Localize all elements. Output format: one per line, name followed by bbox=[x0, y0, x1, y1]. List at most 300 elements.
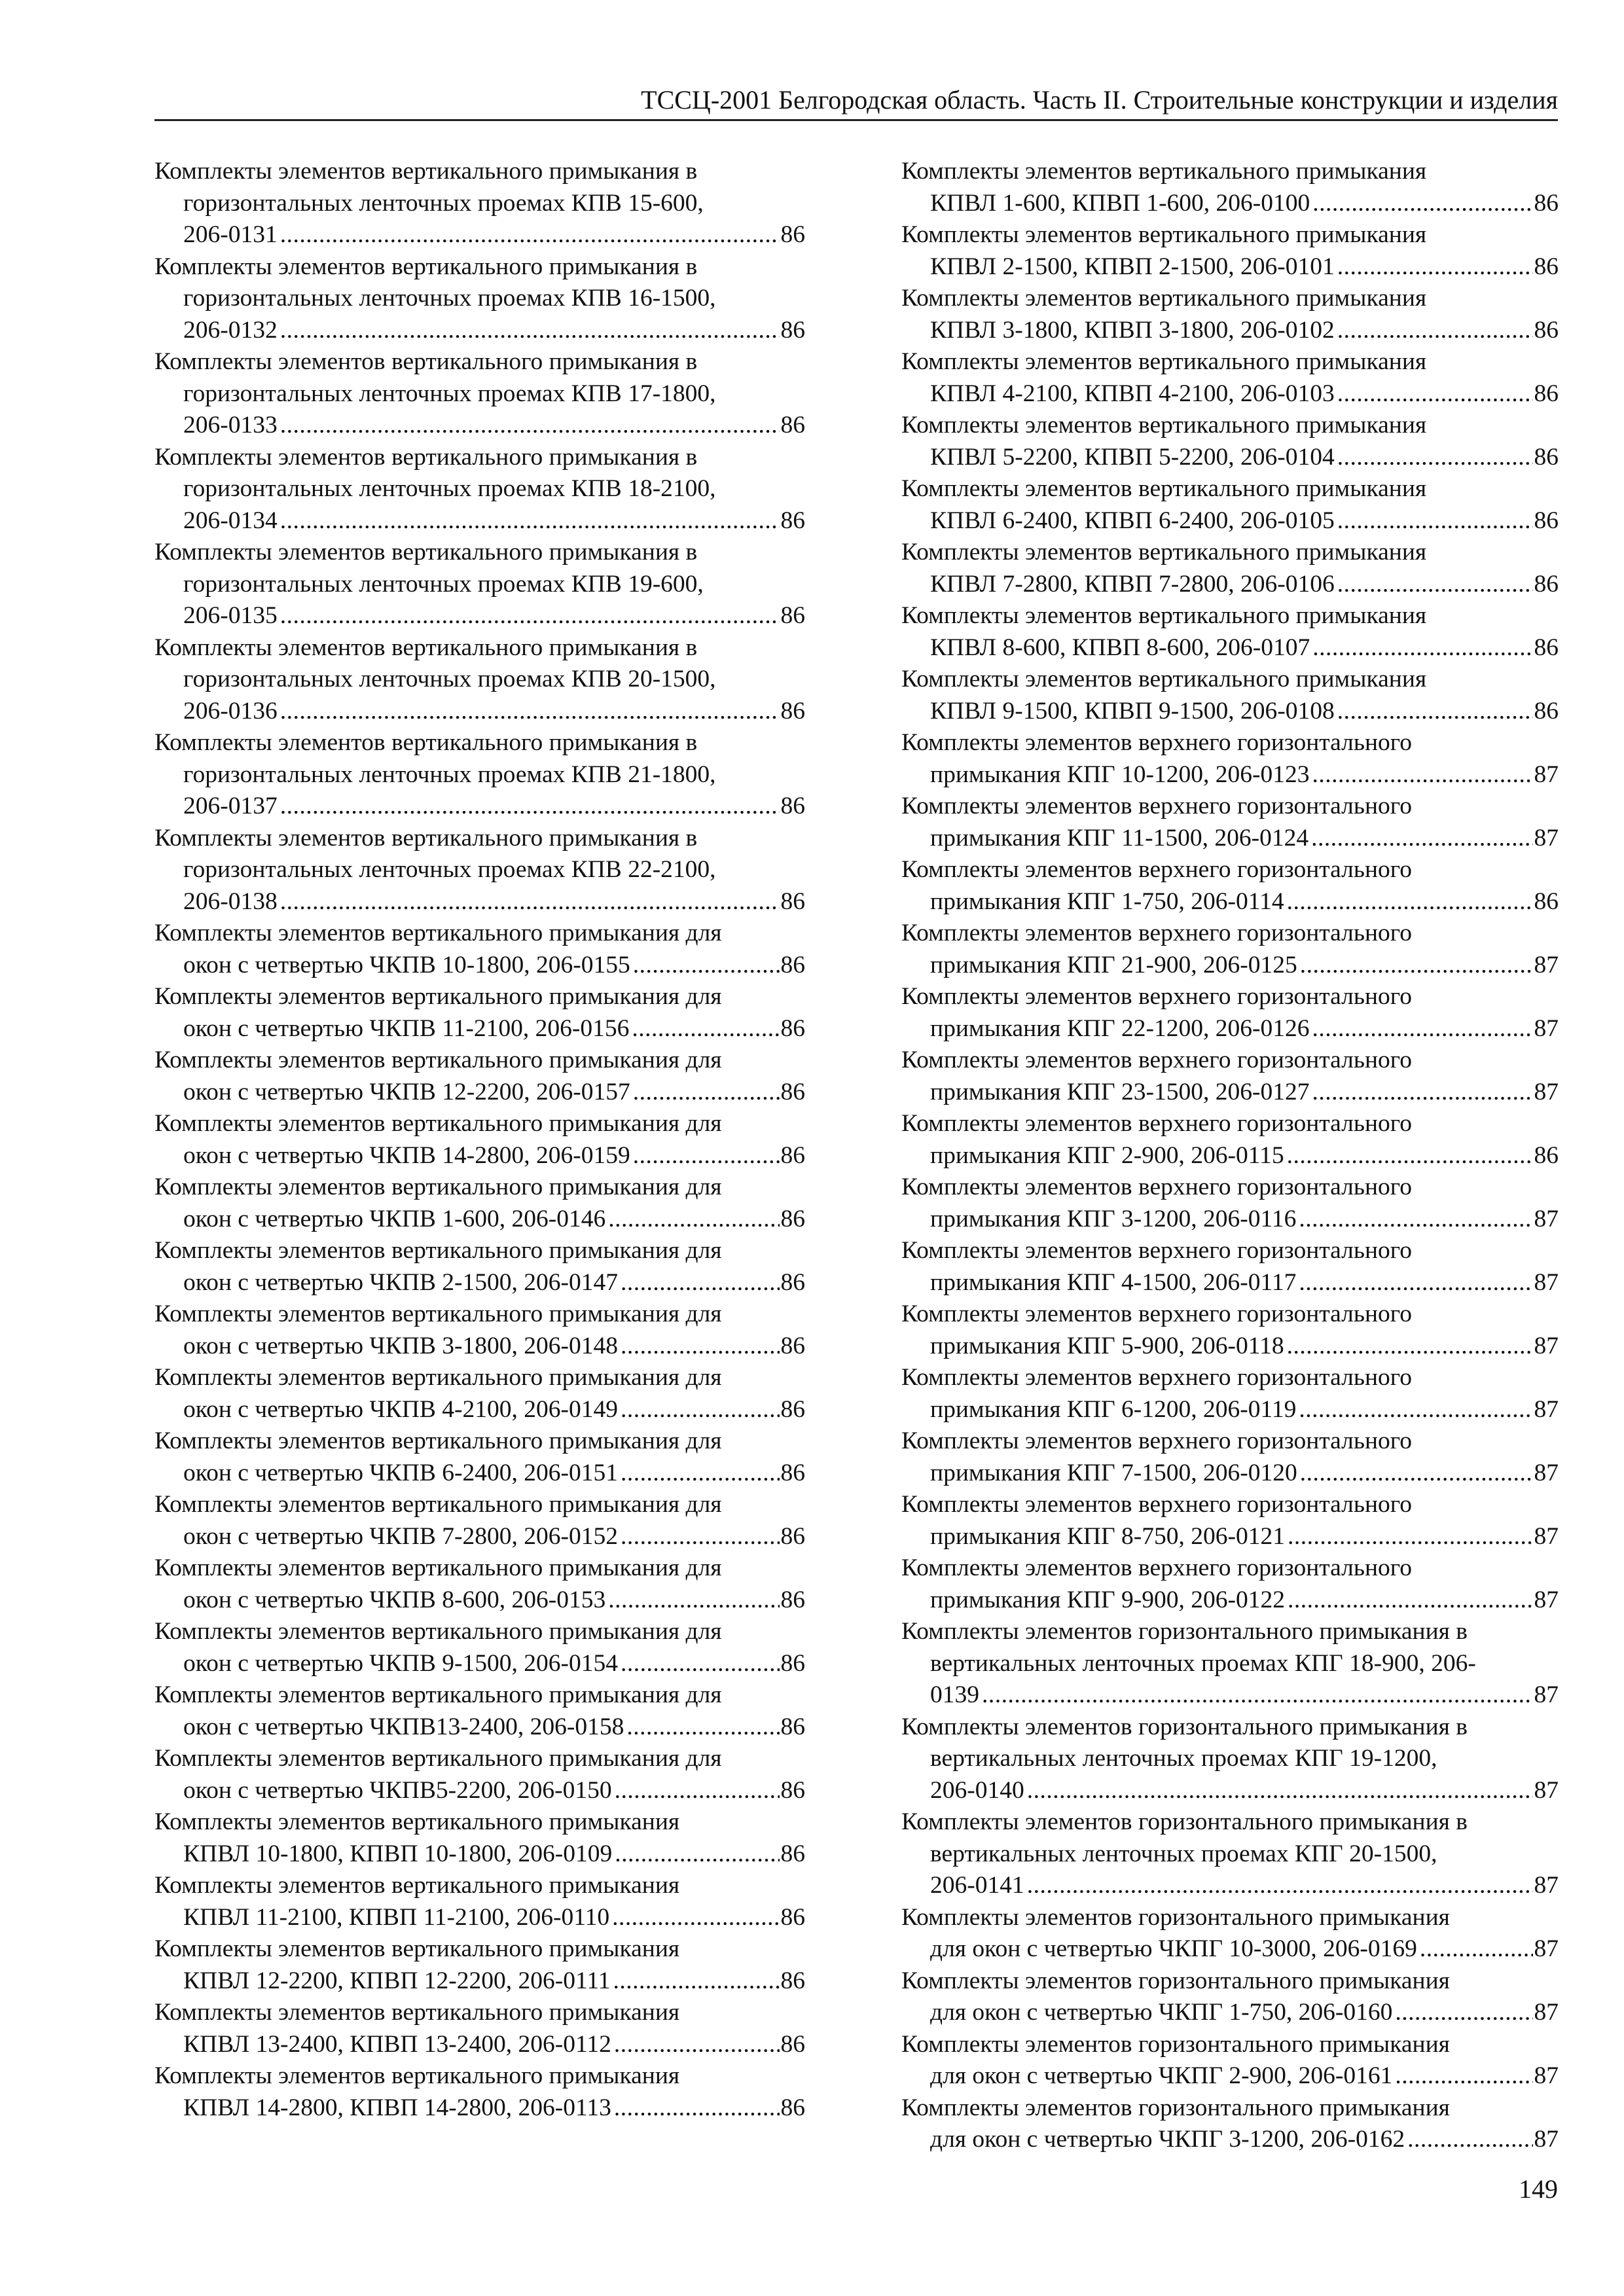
index-entry bbox=[901, 918, 1559, 981]
dot-leader bbox=[614, 2092, 780, 2125]
index-entry bbox=[154, 1552, 805, 1616]
entry-page-number: 86 bbox=[780, 221, 805, 248]
index-entry bbox=[901, 1616, 1559, 1712]
entry-last-line bbox=[154, 886, 805, 918]
entry-line: Комплекты элементов вертикального примыкания bbox=[901, 285, 1427, 312]
entry-text: примыкания КПГ 3-1200, 206-0116 bbox=[930, 1205, 1297, 1232]
index-entry bbox=[901, 854, 1559, 918]
entry-text: для окон с четвертью ЧКПГ 10-3000, 206-0169 bbox=[930, 1935, 1417, 1962]
entry-page-number: 86 bbox=[1534, 697, 1559, 725]
entry-line: Комплекты элементов вертикального примыкания в bbox=[154, 158, 698, 185]
entry-text: 206-0135 bbox=[183, 602, 278, 629]
entry-line: Комплекты элементов вертикального примыкания в bbox=[154, 539, 698, 565]
dot-leader bbox=[1420, 1933, 1533, 1965]
index-entry bbox=[154, 346, 805, 442]
entry-text: окон с четвертью ЧКПВ 3-1800, 206-0148 bbox=[183, 1332, 619, 1359]
dot-leader bbox=[1299, 1204, 1532, 1236]
entry-page-number: 86 bbox=[780, 1459, 805, 1486]
entry-line: Комплекты элементов вертикального примыкания bbox=[154, 1999, 680, 2026]
entry-line: Комплекты элементов вертикального примыкания bbox=[901, 221, 1427, 248]
entry-page-number: 87 bbox=[1534, 1078, 1559, 1105]
entry-page-number: 87 bbox=[1534, 1776, 1559, 1804]
entry-text: примыкания КПГ 9-900, 206-0122 bbox=[930, 1586, 1285, 1613]
entry-line: Комплекты элементов горизонтального примыкания в bbox=[901, 1713, 1468, 1740]
index-entry bbox=[901, 346, 1559, 410]
index-entry bbox=[154, 156, 805, 251]
entry-last-line bbox=[901, 505, 1559, 537]
entry-line: Комплекты элементов вертикального примыкания bbox=[154, 1935, 680, 1962]
dot-leader bbox=[1337, 505, 1533, 537]
entry-text: окон с четвертью ЧКПВ5-2200, 206-0150 bbox=[183, 1776, 612, 1804]
entry-line: Комплекты элементов горизонтального примыкания в bbox=[901, 1808, 1468, 1835]
entry-text: примыкания КПГ 5-900, 206-0118 bbox=[930, 1332, 1284, 1359]
index-entry bbox=[901, 410, 1559, 473]
entry-last-line bbox=[154, 950, 805, 982]
entry-page-number: 86 bbox=[780, 951, 805, 978]
dot-leader bbox=[1287, 1331, 1533, 1363]
dot-leader bbox=[1288, 1521, 1533, 1553]
entry-text: примыкания КПГ 21-900, 206-0125 bbox=[930, 951, 1297, 978]
entry-line: горизонтальных ленточных проемах КПВ 16-1500, bbox=[183, 285, 716, 312]
entry-line: Комплекты элементов верхнего горизонтального bbox=[901, 1237, 1412, 1264]
entry-page-number: 86 bbox=[780, 1078, 805, 1105]
entry-line: Комплекты элементов вертикального примыкания для bbox=[154, 1745, 722, 1772]
entry-line: Комплекты элементов вертикального примыкания в bbox=[154, 253, 698, 280]
entry-page-number: 86 bbox=[780, 1586, 805, 1613]
index-entry bbox=[154, 1235, 805, 1299]
entry-last-line bbox=[154, 1458, 805, 1490]
entry-line: Комплекты элементов вертикального примыкания для bbox=[154, 1174, 722, 1200]
entry-line: Комплекты элементов вертикального примыкания для bbox=[154, 1427, 722, 1454]
entry-last-line bbox=[901, 2060, 1559, 2092]
entry-line: Комплекты элементов верхнего горизонтального bbox=[901, 1047, 1412, 1073]
entry-last-line bbox=[154, 1965, 805, 1998]
entry-line: Комплекты элементов верхнего горизонтального bbox=[901, 1554, 1412, 1581]
entry-text: окон с четвертью ЧКПВ 12-2200, 206-0157 bbox=[183, 1078, 630, 1105]
entry-last-line bbox=[154, 1839, 805, 1871]
entry-page-number: 87 bbox=[1534, 1522, 1559, 1550]
entry-line: Комплекты элементов вертикального примыкания bbox=[901, 602, 1427, 629]
entry-page-number: 86 bbox=[1534, 316, 1559, 344]
entry-line: Комплекты элементов вертикального примыкания для bbox=[154, 1047, 722, 1073]
entry-page-number: 86 bbox=[780, 2094, 805, 2121]
entry-line: Комплекты элементов вертикального примыкания bbox=[154, 1872, 680, 1899]
entry-last-line bbox=[154, 315, 805, 347]
entry-line: горизонтальных ленточных проемах КПВ 19-600, bbox=[183, 570, 704, 598]
entry-page-number: 86 bbox=[1534, 253, 1559, 280]
entry-last-line bbox=[154, 410, 805, 442]
index-entry bbox=[154, 632, 805, 728]
entry-last-line bbox=[154, 1902, 805, 1934]
index-entry bbox=[901, 156, 1559, 219]
entry-line: Комплекты элементов горизонтального примыкания bbox=[901, 1967, 1450, 1994]
index-entry bbox=[901, 1489, 1559, 1552]
entry-text: 206-0134 bbox=[183, 507, 278, 534]
entry-last-line bbox=[154, 1204, 805, 1236]
entry-text: окон с четвертью ЧКПВ 9-1500, 206-0154 bbox=[183, 1649, 619, 1677]
entry-line: Комплекты элементов вертикального примыкания bbox=[901, 539, 1427, 565]
entry-page-number: 87 bbox=[1534, 951, 1559, 978]
entry-page-number: 86 bbox=[780, 602, 805, 629]
index-entry bbox=[154, 2060, 805, 2124]
entry-text: окон с четвертью ЧКПВ 2-1500, 206-0147 bbox=[183, 1268, 619, 1296]
entry-last-line bbox=[901, 1013, 1559, 1045]
entry-last-line bbox=[901, 2124, 1559, 2156]
index-entry bbox=[901, 2092, 1559, 2156]
entry-text: примыкания КПГ 1-750, 206-0114 bbox=[930, 888, 1284, 915]
entry-page-number: 86 bbox=[1534, 380, 1559, 407]
entry-page-number: 86 bbox=[780, 793, 805, 819]
entry-text: 206-0137 bbox=[183, 793, 278, 819]
entry-last-line bbox=[901, 1458, 1559, 1490]
index-entry bbox=[154, 1933, 805, 1997]
index-entry bbox=[901, 1902, 1559, 1965]
entry-text: КПВЛ 2-1500, КПВП 2-1500, 206-0101 bbox=[930, 253, 1335, 280]
entry-line: горизонтальных ленточных проемах КПВ 21-1800, bbox=[183, 761, 716, 788]
page-number: 149 bbox=[1519, 2174, 1558, 2204]
entry-line: Комплекты элементов вертикального примыкания для bbox=[154, 1300, 722, 1327]
dot-leader bbox=[1299, 1267, 1532, 1299]
entry-text: примыкания КПГ 4-1500, 206-0117 bbox=[930, 1268, 1297, 1296]
entry-text: КПВЛ 6-2400, КПВП 6-2400, 206-0105 bbox=[930, 507, 1335, 534]
entry-line: Комплекты элементов горизонтального примыкания bbox=[901, 2030, 1450, 2058]
index-entry bbox=[154, 1426, 805, 1489]
dot-leader bbox=[280, 600, 780, 632]
index-entry bbox=[154, 442, 805, 537]
entry-page-number: 86 bbox=[1534, 507, 1559, 534]
entry-last-line bbox=[901, 696, 1559, 728]
entry-line: Комплекты элементов верхнего горизонтального bbox=[901, 1174, 1412, 1200]
entry-page-number: 86 bbox=[1534, 634, 1559, 661]
entry-text: примыкания КПГ 23-1500, 206-0127 bbox=[930, 1078, 1310, 1105]
entry-page-number: 86 bbox=[780, 507, 805, 534]
entry-last-line bbox=[901, 759, 1559, 791]
entry-last-line bbox=[154, 791, 805, 823]
entry-last-line bbox=[901, 442, 1559, 474]
dot-leader bbox=[633, 1077, 780, 1109]
dot-leader bbox=[621, 1458, 779, 1490]
dot-leader bbox=[280, 505, 780, 537]
entry-text: для окон с четвертью ЧКПГ 2-900, 206-0161 bbox=[930, 2062, 1393, 2089]
entry-last-line bbox=[154, 1775, 805, 1807]
entry-last-line bbox=[154, 2029, 805, 2061]
entry-last-line bbox=[901, 1140, 1559, 1172]
entry-text: 0139 bbox=[930, 1681, 979, 1708]
entry-last-line bbox=[154, 1331, 805, 1363]
entry-last-line bbox=[901, 251, 1559, 283]
dot-leader bbox=[615, 1839, 779, 1871]
entry-text: КПВЛ 3-1800, КПВП 3-1800, 206-0102 bbox=[930, 316, 1335, 344]
entry-page-number: 86 bbox=[780, 1395, 805, 1423]
entry-text: примыкания КПГ 6-1200, 206-0119 bbox=[930, 1395, 1297, 1423]
entry-line: Комплекты элементов вертикального примыкания для bbox=[154, 920, 722, 946]
entry-line: горизонтальных ленточных проемах КПВ 17-1800, bbox=[183, 380, 716, 407]
entry-line: вертикальных ленточных проемах КПГ 20-1500, bbox=[930, 1840, 1437, 1867]
entry-line: Комплекты элементов вертикального примыкания для bbox=[154, 1618, 722, 1645]
dot-leader bbox=[615, 1775, 780, 1807]
entry-last-line bbox=[154, 1013, 805, 1045]
entry-line: Комплекты элементов верхнего горизонтального bbox=[901, 1491, 1412, 1518]
entry-last-line bbox=[154, 1140, 805, 1172]
entry-text: 206-0138 bbox=[183, 888, 278, 915]
entry-last-line bbox=[154, 219, 805, 251]
entry-line: Комплекты элементов вертикального примыкания для bbox=[154, 1364, 722, 1391]
entry-line: горизонтальных ленточных проемах КПВ 22-2100, bbox=[183, 856, 716, 883]
dot-leader bbox=[613, 1965, 779, 1998]
entry-line: Комплекты элементов верхнего горизонтального bbox=[901, 1427, 1412, 1454]
entry-page-number: 86 bbox=[780, 888, 805, 915]
entry-line: Комплекты элементов вертикального примыкания bbox=[901, 475, 1427, 502]
dot-leader bbox=[1312, 632, 1532, 664]
index-entry bbox=[901, 981, 1559, 1045]
entry-line: Комплекты элементов вертикального примыкания bbox=[154, 2062, 680, 2089]
dot-leader bbox=[1337, 315, 1533, 347]
entry-last-line bbox=[901, 632, 1559, 664]
entry-text: окон с четвертью ЧКПВ 11-2100, 206-0156 bbox=[183, 1014, 630, 1042]
index-entry bbox=[901, 1235, 1559, 1299]
dot-leader bbox=[1287, 1140, 1533, 1172]
dot-leader bbox=[280, 410, 780, 442]
index-entry bbox=[154, 1108, 805, 1172]
dot-leader bbox=[1337, 696, 1533, 728]
dot-leader bbox=[1337, 251, 1533, 283]
index-entry bbox=[154, 981, 805, 1045]
entry-text: окон с четвертью ЧКПВ 4-2100, 206-0149 bbox=[183, 1395, 619, 1423]
index-entry bbox=[154, 1679, 805, 1743]
entry-line: Комплекты элементов верхнего горизонтального bbox=[901, 729, 1412, 756]
dot-leader bbox=[280, 315, 780, 347]
entry-text: для окон с четвертью ЧКПГ 1-750, 206-0160 bbox=[930, 1999, 1393, 2026]
entry-line: Комплекты элементов вертикального примыкания для bbox=[154, 1681, 722, 1708]
entry-line: Комплекты элементов верхнего горизонтального bbox=[901, 856, 1412, 883]
entry-last-line bbox=[154, 1585, 805, 1617]
entry-line: Комплекты элементов верхнего горизонтального bbox=[901, 1110, 1412, 1137]
dot-leader bbox=[1312, 1077, 1533, 1109]
entry-page-number: 86 bbox=[780, 1967, 805, 1994]
entry-last-line bbox=[154, 2092, 805, 2125]
dot-leader bbox=[982, 1679, 1533, 1712]
entry-text: окон с четвертью ЧКПВ 8-600, 206-0153 bbox=[183, 1586, 606, 1613]
entry-text: КПВЛ 12-2200, КПВП 12-2200, 206-0111 bbox=[183, 1967, 611, 1994]
entry-text: окон с четвертью ЧКПВ 1-600, 206-0146 bbox=[183, 1205, 606, 1232]
entry-line: Комплекты элементов горизонтального примыкания bbox=[901, 1903, 1450, 1931]
entry-page-number: 86 bbox=[780, 1649, 805, 1677]
entry-last-line bbox=[901, 1775, 1559, 1807]
entry-last-line bbox=[901, 886, 1559, 918]
dot-leader bbox=[1287, 886, 1533, 918]
entry-text: КПВЛ 11-2100, КПВП 11-2100, 206-0110 bbox=[183, 1903, 610, 1931]
dot-leader bbox=[1311, 823, 1532, 855]
dot-leader bbox=[1337, 442, 1533, 474]
entry-line: Комплекты элементов вертикального примыкания в bbox=[154, 824, 698, 852]
entry-text: окон с четвертью ЧКПВ 14-2800, 206-0159 bbox=[183, 1141, 630, 1169]
dot-leader bbox=[612, 1902, 779, 1934]
entry-text: КПВЛ 4-2100, КПВП 4-2100, 206-0103 bbox=[930, 380, 1335, 407]
index-column-right bbox=[901, 156, 1559, 2156]
index-entry bbox=[154, 727, 805, 823]
entry-line: Комплекты элементов вертикального примыкания в bbox=[154, 729, 698, 756]
entry-line: вертикальных ленточных проемах КПГ 19-1200, bbox=[930, 1745, 1437, 1772]
entry-line: вертикальных ленточных проемах КПГ 18-900, 206- bbox=[930, 1649, 1476, 1677]
dot-leader bbox=[1288, 1585, 1533, 1617]
dot-leader bbox=[1407, 2124, 1532, 2156]
entry-text: примыкания КПГ 10-1200, 206-0123 bbox=[930, 761, 1310, 788]
entry-last-line bbox=[901, 950, 1559, 982]
entry-line: Комплекты элементов вертикального примыкания bbox=[901, 158, 1427, 185]
index-entry bbox=[154, 1045, 805, 1108]
entry-line: горизонтальных ленточных проемах КПВ 18-2100, bbox=[183, 475, 716, 502]
entry-text: КПВЛ 7-2800, КПВП 7-2800, 206-0106 bbox=[930, 570, 1335, 598]
entry-page-number: 87 bbox=[1534, 1014, 1559, 1042]
entry-page-number: 87 bbox=[1534, 761, 1559, 788]
dot-leader bbox=[632, 1013, 779, 1045]
entry-text: примыкания КПГ 8-750, 206-0121 bbox=[930, 1522, 1285, 1550]
index-entry bbox=[154, 823, 805, 918]
entry-page-number: 86 bbox=[1534, 888, 1559, 915]
index-entry bbox=[154, 1806, 805, 1870]
entry-page-number: 86 bbox=[780, 316, 805, 344]
entry-line: Комплекты элементов вертикального примыкания для bbox=[154, 983, 722, 1010]
dot-leader bbox=[1027, 1775, 1533, 1807]
entry-last-line bbox=[154, 1521, 805, 1553]
entry-line: Комплекты элементов вертикального примыкания в bbox=[154, 348, 698, 375]
entry-text: 206-0132 bbox=[183, 316, 278, 344]
entry-line: Комплекты элементов горизонтального примыкания в bbox=[901, 1618, 1468, 1645]
entry-last-line bbox=[901, 1267, 1559, 1299]
dot-leader bbox=[621, 1648, 779, 1680]
dot-leader bbox=[621, 1267, 779, 1299]
dot-leader bbox=[1312, 188, 1532, 220]
entry-last-line bbox=[901, 1394, 1559, 1426]
entry-page-number: 86 bbox=[1534, 189, 1559, 217]
entry-last-line bbox=[901, 823, 1559, 855]
entry-page-number: 86 bbox=[780, 1332, 805, 1359]
entry-page-number: 87 bbox=[1534, 2126, 1559, 2153]
entry-page-number: 87 bbox=[1534, 1205, 1559, 1232]
entry-last-line bbox=[901, 569, 1559, 601]
entry-page-number: 86 bbox=[780, 1776, 805, 1804]
entry-text: примыкания КПГ 22-1200, 206-0126 bbox=[930, 1014, 1310, 1042]
entry-line: Комплекты элементов вертикального примыкания для bbox=[154, 1110, 722, 1137]
entry-text: КПВЛ 1-600, КПВП 1-600, 206-0100 bbox=[930, 189, 1310, 217]
entry-last-line bbox=[154, 1394, 805, 1426]
entry-line: Комплекты элементов вертикального примыкания bbox=[901, 348, 1427, 375]
entry-page-number: 86 bbox=[780, 1840, 805, 1867]
index-entry bbox=[901, 1552, 1559, 1616]
entry-line: Комплекты элементов вертикального примыкания для bbox=[154, 1491, 722, 1518]
index-entry bbox=[154, 1489, 805, 1552]
entry-text: КПВЛ 5-2200, КПВП 5-2200, 206-0104 bbox=[930, 443, 1335, 471]
index-entry bbox=[901, 1362, 1559, 1426]
dot-leader bbox=[280, 791, 780, 823]
entry-last-line bbox=[901, 1870, 1559, 1902]
entry-line: Комплекты элементов верхнего горизонтального bbox=[901, 983, 1412, 1010]
entry-line: Комплекты элементов вертикального примыкания для bbox=[154, 1554, 722, 1581]
dot-leader bbox=[1300, 950, 1533, 982]
index-entry bbox=[154, 918, 805, 981]
entry-page-number: 86 bbox=[780, 1713, 805, 1740]
entry-page-number: 87 bbox=[1534, 1395, 1559, 1423]
index-entry bbox=[901, 1045, 1559, 1108]
entry-page-number: 87 bbox=[1534, 1459, 1559, 1486]
entry-page-number: 86 bbox=[1534, 1141, 1559, 1169]
index-entry bbox=[901, 600, 1559, 664]
entry-last-line bbox=[154, 1648, 805, 1680]
dot-leader bbox=[608, 1204, 779, 1236]
entry-page-number: 87 bbox=[1534, 1268, 1559, 1296]
index-entry bbox=[901, 219, 1559, 283]
index-entry bbox=[154, 251, 805, 347]
entry-last-line bbox=[901, 1521, 1559, 1553]
index-entry bbox=[901, 664, 1559, 727]
dot-leader bbox=[1337, 378, 1533, 410]
entry-page-number: 86 bbox=[780, 1014, 805, 1042]
entry-last-line bbox=[154, 505, 805, 537]
entry-page-number: 86 bbox=[780, 1205, 805, 1232]
entry-page-number: 86 bbox=[780, 2030, 805, 2058]
dot-leader bbox=[1337, 569, 1533, 601]
entry-page-number: 86 bbox=[1534, 443, 1559, 471]
dot-leader bbox=[1027, 1870, 1533, 1902]
index-entry bbox=[901, 1172, 1559, 1235]
index-entry bbox=[901, 1426, 1559, 1489]
entry-page-number: 86 bbox=[780, 1268, 805, 1296]
index-entry bbox=[901, 1806, 1559, 1902]
entry-text: КПВЛ 13-2400, КПВП 13-2400, 206-0112 bbox=[183, 2030, 611, 2058]
entry-last-line bbox=[154, 1077, 805, 1109]
index-column-left bbox=[154, 156, 805, 2124]
index-entry bbox=[901, 1299, 1559, 1362]
entry-text: 206-0140 bbox=[930, 1776, 1024, 1804]
entry-page-number: 87 bbox=[1534, 1872, 1559, 1899]
entry-text: примыкания КПГ 7-1500, 206-0120 bbox=[930, 1459, 1297, 1486]
entry-line: горизонтальных ленточных проемах КПВ 20-1500, bbox=[183, 666, 716, 692]
entry-last-line bbox=[901, 1933, 1559, 1965]
entry-text: 206-0133 bbox=[183, 412, 278, 439]
dot-leader bbox=[1312, 759, 1533, 791]
entry-page-number: 87 bbox=[1534, 1935, 1559, 1962]
entry-text: окон с четвертью ЧКПВ 10-1800, 206-0155 bbox=[183, 951, 630, 978]
entry-text: примыкания КПГ 2-900, 206-0115 bbox=[930, 1141, 1284, 1169]
dot-leader bbox=[626, 1712, 779, 1744]
dot-leader bbox=[621, 1394, 779, 1426]
index-entry bbox=[154, 1997, 805, 2060]
dot-leader bbox=[1395, 1997, 1532, 2029]
entry-last-line bbox=[901, 1997, 1559, 2029]
running-header: ТССЦ-2001 Белгородская область. Часть II. Строительные конструкции и изделия bbox=[154, 84, 1558, 121]
dot-leader bbox=[633, 950, 780, 982]
index-entry bbox=[901, 1712, 1559, 1807]
entry-page-number: 86 bbox=[780, 697, 805, 725]
entry-line: Комплекты элементов вертикального примыкания в bbox=[154, 443, 698, 471]
index-entry bbox=[154, 1616, 805, 1679]
entry-page-number: 86 bbox=[1534, 570, 1559, 598]
entry-line: Комплекты элементов верхнего горизонтального bbox=[901, 1300, 1412, 1327]
entry-last-line bbox=[901, 1585, 1559, 1617]
entry-page-number: 87 bbox=[1534, 1681, 1559, 1708]
entry-page-number: 87 bbox=[1534, 824, 1559, 852]
entry-last-line bbox=[901, 378, 1559, 410]
entry-line: Комплекты элементов вертикального примыкания bbox=[901, 666, 1427, 692]
entry-line: Комплекты элементов верхнего горизонтального bbox=[901, 793, 1412, 819]
entry-page-number: 86 bbox=[780, 1141, 805, 1169]
entry-text: 206-0136 bbox=[183, 697, 278, 725]
dot-leader bbox=[1299, 1394, 1532, 1426]
index-entry bbox=[154, 1743, 805, 1806]
entry-text: 206-0131 bbox=[183, 221, 278, 248]
entry-page-number: 87 bbox=[1534, 1999, 1559, 2026]
entry-last-line bbox=[154, 1267, 805, 1299]
